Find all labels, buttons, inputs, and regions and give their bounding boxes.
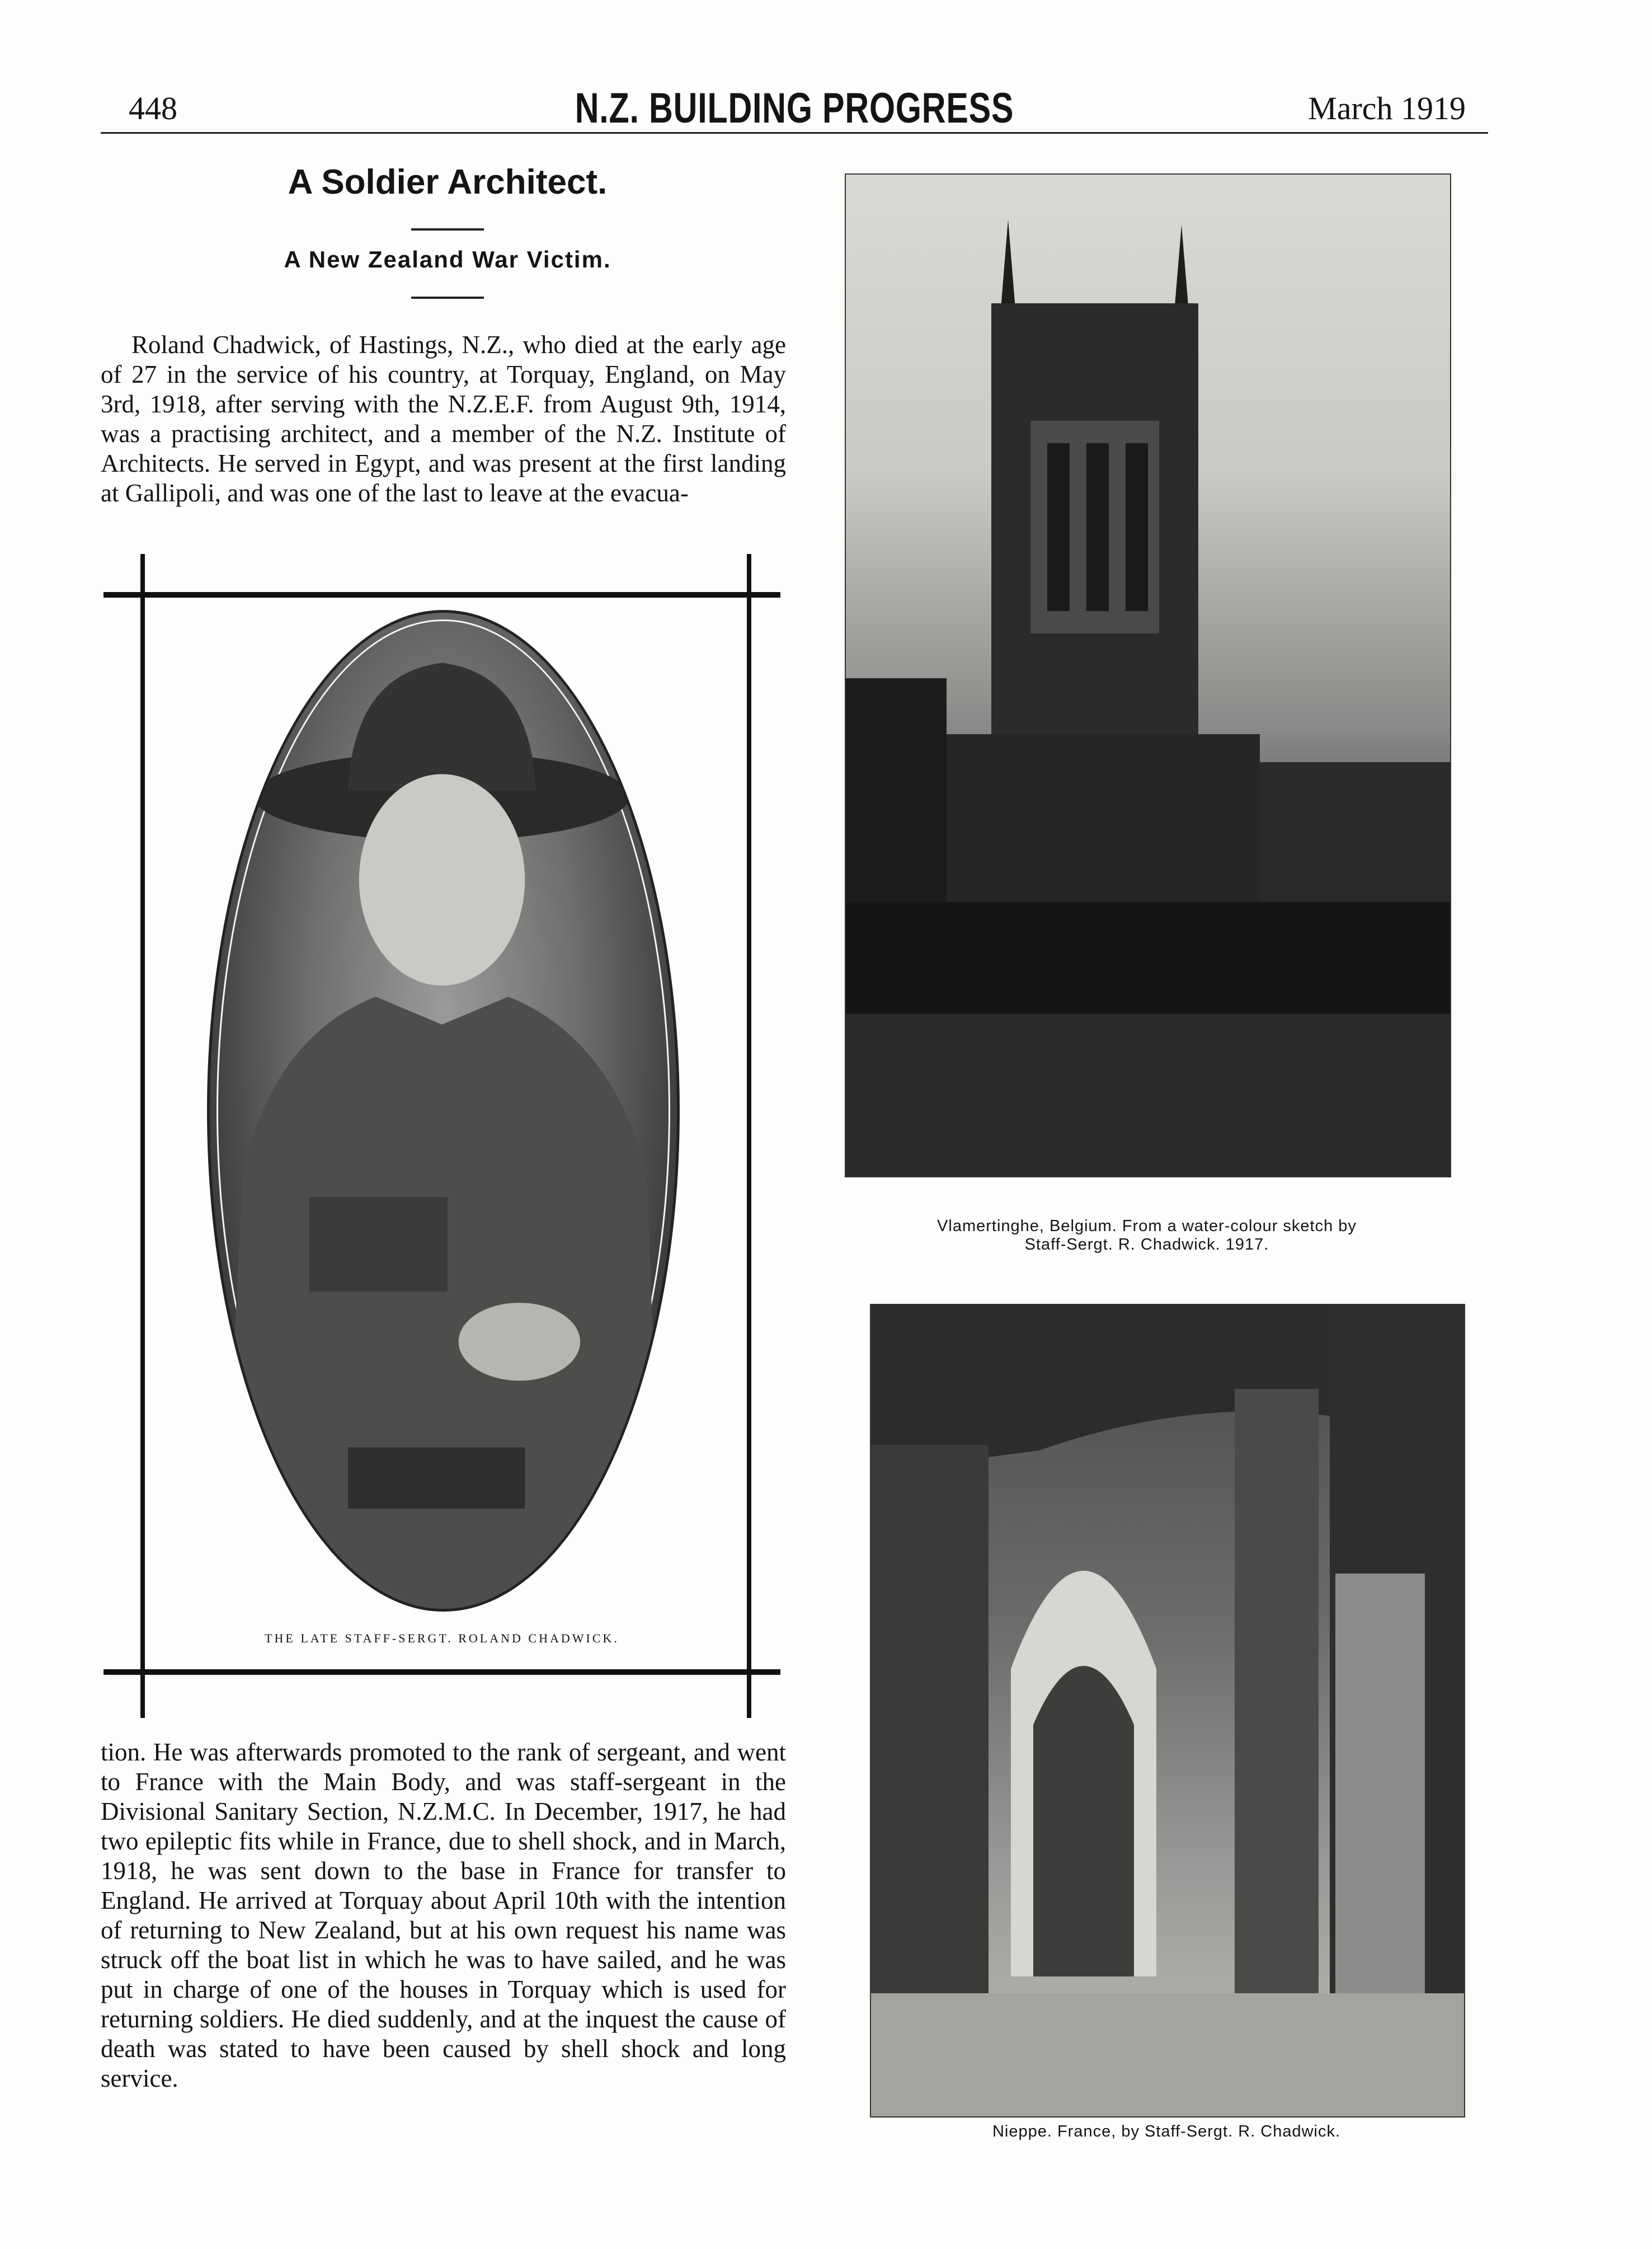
subtitle-divider	[411, 297, 484, 299]
vlamertinghe-caption	[845, 1217, 1449, 1254]
vlamertinghe-caption-line-1: Vlamertinghe, Belgium. From a water-colour sketch by	[937, 1217, 1357, 1235]
nieppe-sketch	[870, 1304, 1465, 2117]
article-paragraph-2: tion. He was afterwards promoted to the rank of sergeant, and went to France with the Main Body, and was staff-sergeant in the Divisional Sanitary Section, N.Z.M.C. In December, 1917, he had two epileptic fits while in France, due to shell shock, and in March, 1918, he was sent down to the base in France for transfer to England. He arrived at Torquay about April 10th with the intention of returning to New Zealand, but at his own request his name was struck off the boat list in which he was to have sailed, and he was put in charge of one of the houses in Torquay which is used for returning soldiers. He died suddenly, and at the inquest the cause of death was stated to have been caused by shell shock and long service.	[101, 1738, 786, 2092]
portrait-caption: THE LATE STAFF-SERGT. ROLAND CHADWICK.	[265, 1631, 619, 1645]
frame-top-rule	[103, 592, 780, 598]
church-tower-drawing	[846, 175, 1450, 1176]
portrait-frame	[103, 554, 780, 1718]
magazine-title: N.Z. BUILDING PROGRESS	[575, 84, 1014, 132]
issue-date: March 1919	[1308, 90, 1466, 126]
article-subtitle: A New Zealand War Victim.	[284, 246, 611, 273]
vlamertinghe-sketch	[845, 173, 1451, 1177]
frame-right-rule	[747, 554, 751, 1718]
header-rule	[101, 132, 1488, 134]
church-interior-drawing	[871, 1305, 1464, 2116]
portrait-photo	[207, 610, 680, 1612]
frame-bottom-rule	[103, 1669, 780, 1675]
article-paragraph-1: Roland Chadwick, of Hastings, N.Z., who died at the early age of 27 in the service of his country, at Torquay, England, on May 3rd, 1918, after serving with the N.Z.E.F. from August 9th, 1914, was a practising architect, and a member of the N.Z. Institute of Architects. He served in Egypt, and was present at the first landing at Gallipoli, and was one of the last to leave at the evacua-	[101, 331, 786, 507]
frame-left-rule	[140, 554, 145, 1718]
title-divider	[411, 228, 484, 231]
page-header	[101, 84, 1488, 134]
soldier-silhouette	[210, 613, 677, 1609]
nieppe-caption	[870, 2123, 1463, 2141]
article-title: A Soldier Architect.	[288, 163, 608, 201]
nieppe-caption-line-1: Nieppe. France, by Staff-Sergt. R. Chadwick.	[992, 2123, 1341, 2140]
page-number: 448	[129, 90, 177, 126]
vlamertinghe-caption-line-2: Staff-Sergt. R. Chadwick. 1917.	[1024, 1236, 1269, 1253]
